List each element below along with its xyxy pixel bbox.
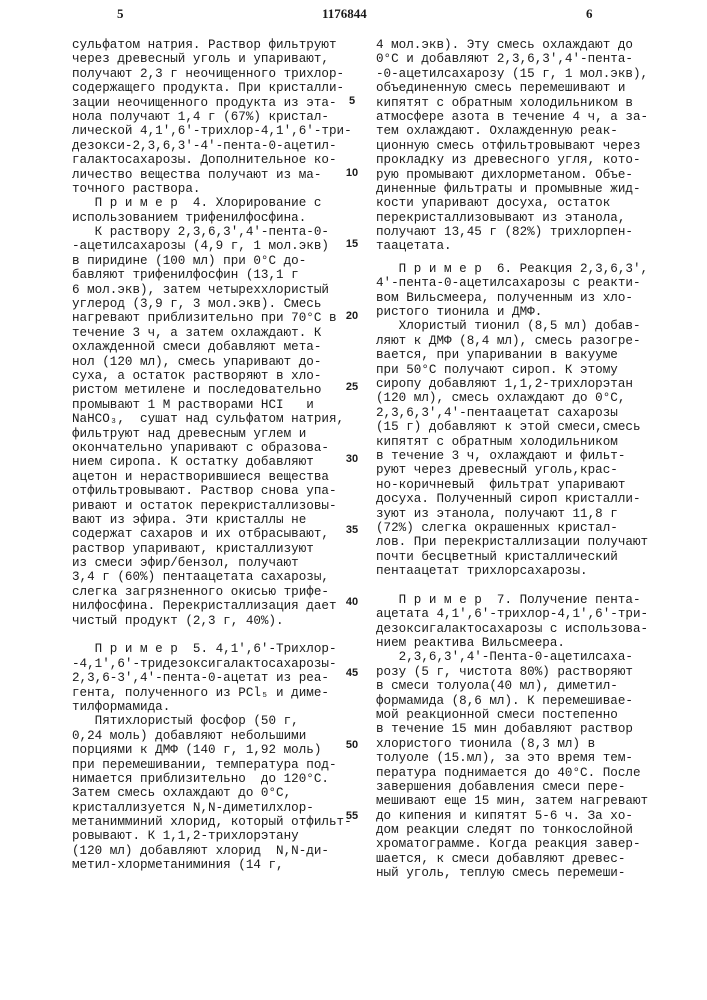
text-line: прокладку из древесного угля, кото-	[376, 153, 696, 167]
text-line: пентаацетат трихлорсахарозы.	[376, 564, 696, 578]
text-line: нимается приблизительно до 120°С.	[72, 772, 344, 786]
text-line: в течение 3 ч, охлаждают и фильт-	[376, 449, 696, 463]
text-line: ацетон и нерастворившиеся вещества	[72, 470, 344, 484]
text-line: фильтруют над древесным углем и	[72, 427, 344, 441]
margin-line-number: 15	[344, 238, 360, 250]
text-line: 3,4 г (60%) пентаацетата сахарозы,	[72, 570, 344, 584]
text-line: руют через древесный уголь,крас-	[376, 463, 696, 477]
text-line: получают 13,45 г (82%) трихлорпен-	[376, 225, 696, 239]
text-line: формамида (8,6 мл). К перемешивае-	[376, 694, 696, 708]
text-line: -4,1',6'-тридезоксигалактосахарозы-	[72, 657, 344, 671]
patent-number: 1176844	[322, 6, 367, 22]
text-line: атмосфере азота в течение 4 ч, а за-	[376, 110, 696, 124]
text-line: (120 мл) добавляют хлорид N,N-ди-	[72, 844, 344, 858]
text-line: -ацетилсахарозы (4,9 г, 1 мол.экв)	[72, 239, 344, 253]
text-line: кипятят с обратным холодильником в	[376, 96, 696, 110]
text-line: П р и м е р 6. Реакция 2,3,6,3',	[376, 262, 696, 276]
text-line: точного раствора.	[72, 182, 344, 196]
text-line: сиропу добавляют 1,1,2-трихлорэтан	[376, 377, 696, 391]
text-line: дезокси-2,3,6,3'-4'-пента-0-ацетил-	[72, 139, 344, 153]
text-line: зуют из этанола, получают 11,8 г	[376, 507, 696, 521]
text-line: метанимминий хлорид, который отфильт-	[72, 815, 344, 829]
text-line: П р и м е р 4. Хлорирование с	[72, 196, 344, 210]
text-line: досуха. Полученный сироп кристалли-	[376, 492, 696, 506]
margin-line-number: 40	[344, 596, 360, 608]
margin-line-number: 35	[344, 524, 360, 536]
text-line: NaHCO₃, сушат над сульфатом натрия,	[72, 412, 344, 426]
text-line: 0°С и добавляют 2,3,6,3',4'-пента-	[376, 52, 696, 66]
text-line	[376, 578, 696, 592]
text-line: шается, к смеси добавляют древес-	[376, 852, 696, 866]
text-line: галактосахарозы. Дополнительное ко-	[72, 153, 344, 167]
text-line: порциями к ДМФ (140 г, 1,92 моль)	[72, 743, 344, 757]
text-line: 4 мол.экв). Эту смесь охлаждают до	[376, 38, 696, 52]
text-line: 6 мол.экв), затем четыреххлористый	[72, 283, 344, 297]
text-line: нагревают приблизительно при 70°С в	[72, 311, 344, 325]
text-line: ацетата 4,1',6'-трихлор-4,1',6'-три-	[376, 607, 696, 621]
text-line: таацетата.	[376, 239, 696, 253]
text-line: 2,3,6,3',4'-пентаацетат сахарозы	[376, 406, 696, 420]
text-line: но-коричневый фильтрат упаривают	[376, 478, 696, 492]
text-line: ный уголь, теплую смесь перемеши-	[376, 866, 696, 880]
right-page-number: 6	[586, 6, 593, 22]
text-line: использованием трифенилфосфина.	[72, 211, 344, 225]
text-line: нием сиропа. К остатку добавляют	[72, 455, 344, 469]
text-line	[72, 628, 344, 642]
text-line: ристом метилене и последовательно	[72, 383, 344, 397]
text-line: мой реакционной смеси постепенно	[376, 708, 696, 722]
text-line: К раствору 2,3,6,3',4'-пента-0-	[72, 225, 344, 239]
text-line: Хлористый тионил (8,5 мл) добав-	[376, 319, 696, 333]
text-line: ровывают. К 1,1,2-трихлорэтану	[72, 829, 344, 843]
text-line: 2,3,6-3',4'-пента-0-ацетат из реа-	[72, 671, 344, 685]
text-line: ристого тионила и ДМФ.	[376, 305, 696, 319]
text-line: содержащего продукта. При кристалли-	[72, 81, 344, 95]
text-line: углерод (3,9 г, 3 мол.экв). Смесь	[72, 297, 344, 311]
text-line: нола получают 1,4 г (67%) кристал-	[72, 110, 344, 124]
left-page-number: 5	[117, 6, 124, 22]
text-line: до кипения и кипятят 5-6 ч. За хо-	[376, 809, 696, 823]
margin-line-number: 5	[344, 95, 360, 107]
text-line: диненные фильтраты и промывные жид-	[376, 182, 696, 196]
text-line: Пятихлористый фосфор (50 г,	[72, 714, 344, 728]
text-line: лической 4,1',6'-трихлор-4,1',6'-три-	[72, 124, 344, 138]
patent-page	[0, 0, 707, 1000]
text-line: вают из эфира. Эти кристаллы не	[72, 513, 344, 527]
text-line: П р и м е р 5. 4,1',6'-Трихлор-	[72, 642, 344, 656]
text-line: 4'-пента-0-ацетилсахарозы с реакти-	[376, 276, 696, 290]
text-line: толуоле (15.мл), за это время тем-	[376, 751, 696, 765]
text-line: тем охлаждают. Охлажденную реак-	[376, 124, 696, 138]
text-line: кристаллизуется N,N-диметилхлор-	[72, 801, 344, 815]
text-line: при 50°С получают сироп. К этому	[376, 363, 696, 377]
left-text-column	[72, 38, 344, 873]
text-line: в смеси толуола(40 мл), диметил-	[376, 679, 696, 693]
text-line: вом Вильсмеера, полученным из хло-	[376, 291, 696, 305]
text-line: почти бесцветный кристаллический	[376, 550, 696, 564]
text-line: гента, полученного из PCl₅ и диме-	[72, 686, 344, 700]
text-line: хроматограмме. Когда реакция завер-	[376, 837, 696, 851]
text-line: слегка загрязненного окисью трифе-	[72, 585, 344, 599]
text-line: течение 3 ч, а затем охлаждают. К	[72, 326, 344, 340]
text-line: окончательно упаривают с образова-	[72, 441, 344, 455]
text-line: ционную смесь отфильтровывают через	[376, 139, 696, 153]
text-line: рую промывают дихлорметаном. Объе-	[376, 168, 696, 182]
text-line: при перемешивании, температура под-	[72, 758, 344, 772]
text-line: 2,3,6,3',4'-Пента-0-ацетилсаха-	[376, 650, 696, 664]
text-line: в пиридине (100 мл) при 0°С до-	[72, 254, 344, 268]
margin-line-number: 30	[344, 453, 360, 465]
text-line: кости упаривают досуха, остаток	[376, 196, 696, 210]
margin-line-number: 45	[344, 667, 360, 679]
text-line: нол (120 мл), смесь упаривают до-	[72, 355, 344, 369]
text-line: метил-хлорметаниминия (14 г,	[72, 858, 344, 872]
text-line: из смеси эфир/бензол, получают	[72, 556, 344, 570]
right-text-column	[376, 38, 696, 881]
text-line: отфильтровывают. Раствор снова упа-	[72, 484, 344, 498]
text-line: лов. При перекристаллизации получают	[376, 535, 696, 549]
text-line: перекристаллизовывают из этанола,	[376, 211, 696, 225]
text-line: бавляют трифенилфосфин (13,1 г	[72, 268, 344, 282]
text-line: 0,24 моль) добавляют небольшими	[72, 729, 344, 743]
text-line: дом реакции следят по тонкослойной	[376, 823, 696, 837]
text-line: содержат сахаров и их отбрасывают,	[72, 527, 344, 541]
text-line: Затем смесь охлаждают до 0°С,	[72, 786, 344, 800]
text-line: охлажденной смеси добавляют мета-	[72, 340, 344, 354]
text-line: промывают 1 М растворами НСI и	[72, 398, 344, 412]
text-line: зации неочищенного продукта из эта-	[72, 96, 344, 110]
text-line: завершения добавления смеси пере-	[376, 780, 696, 794]
margin-line-number: 25	[344, 381, 360, 393]
text-line: нием реактива Вильсмеера.	[376, 636, 696, 650]
text-line: пература поднимается до 40°С. После	[376, 766, 696, 780]
text-line: получают 2,3 г неочищенного трихлор-	[72, 67, 344, 81]
margin-line-number: 55	[344, 810, 360, 822]
margin-line-number: 10	[344, 167, 360, 179]
text-line: раствор упаривают, кристаллизуют	[72, 542, 344, 556]
text-line: нилфосфина. Перекристаллизация дает	[72, 599, 344, 613]
text-line: через древесный уголь и упаривают,	[72, 52, 344, 66]
text-line: вается, при упаривании в вакууме	[376, 348, 696, 362]
text-line: ляют к ДМФ (8,4 мл), смесь разогре-	[376, 334, 696, 348]
text-line: (15 г) добавляют к этой смеси,смесь	[376, 420, 696, 434]
text-line: хлористого тионила (8,3 мл) в	[376, 737, 696, 751]
text-line: личество вещества получают из ма-	[72, 168, 344, 182]
text-line: ривают и остаток перекристаллизовы-	[72, 499, 344, 513]
text-line: П р и м е р 7. Получение пента-	[376, 593, 696, 607]
margin-line-number: 20	[344, 310, 360, 322]
text-line: розу (5 г, чистота 80%) растворяют	[376, 665, 696, 679]
text-line: (120 мл), смесь охлаждают до 0°С,	[376, 391, 696, 405]
text-line: тилформамида.	[72, 700, 344, 714]
text-line: в течение 15 мин добавляют раствор	[376, 722, 696, 736]
text-line: сульфатом натрия. Раствор фильтруют	[72, 38, 344, 52]
text-line: суха, а остаток растворяют в хло-	[72, 369, 344, 383]
text-line: дезоксигалактосахарозы с использова-	[376, 622, 696, 636]
text-line: (72%) слегка окрашенных кристал-	[376, 521, 696, 535]
margin-line-number: 50	[344, 739, 360, 751]
text-line: кипятят с обратным холодильником	[376, 435, 696, 449]
text-line: чистый продукт (2,3 г, 40%).	[72, 614, 344, 628]
text-line: объединенную смесь перемешивают и	[376, 81, 696, 95]
text-line: -0-ацетилсахарозу (15 г, 1 мол.экв),	[376, 67, 696, 81]
text-line: мешивают еще 15 мин, затем нагревают	[376, 794, 696, 808]
